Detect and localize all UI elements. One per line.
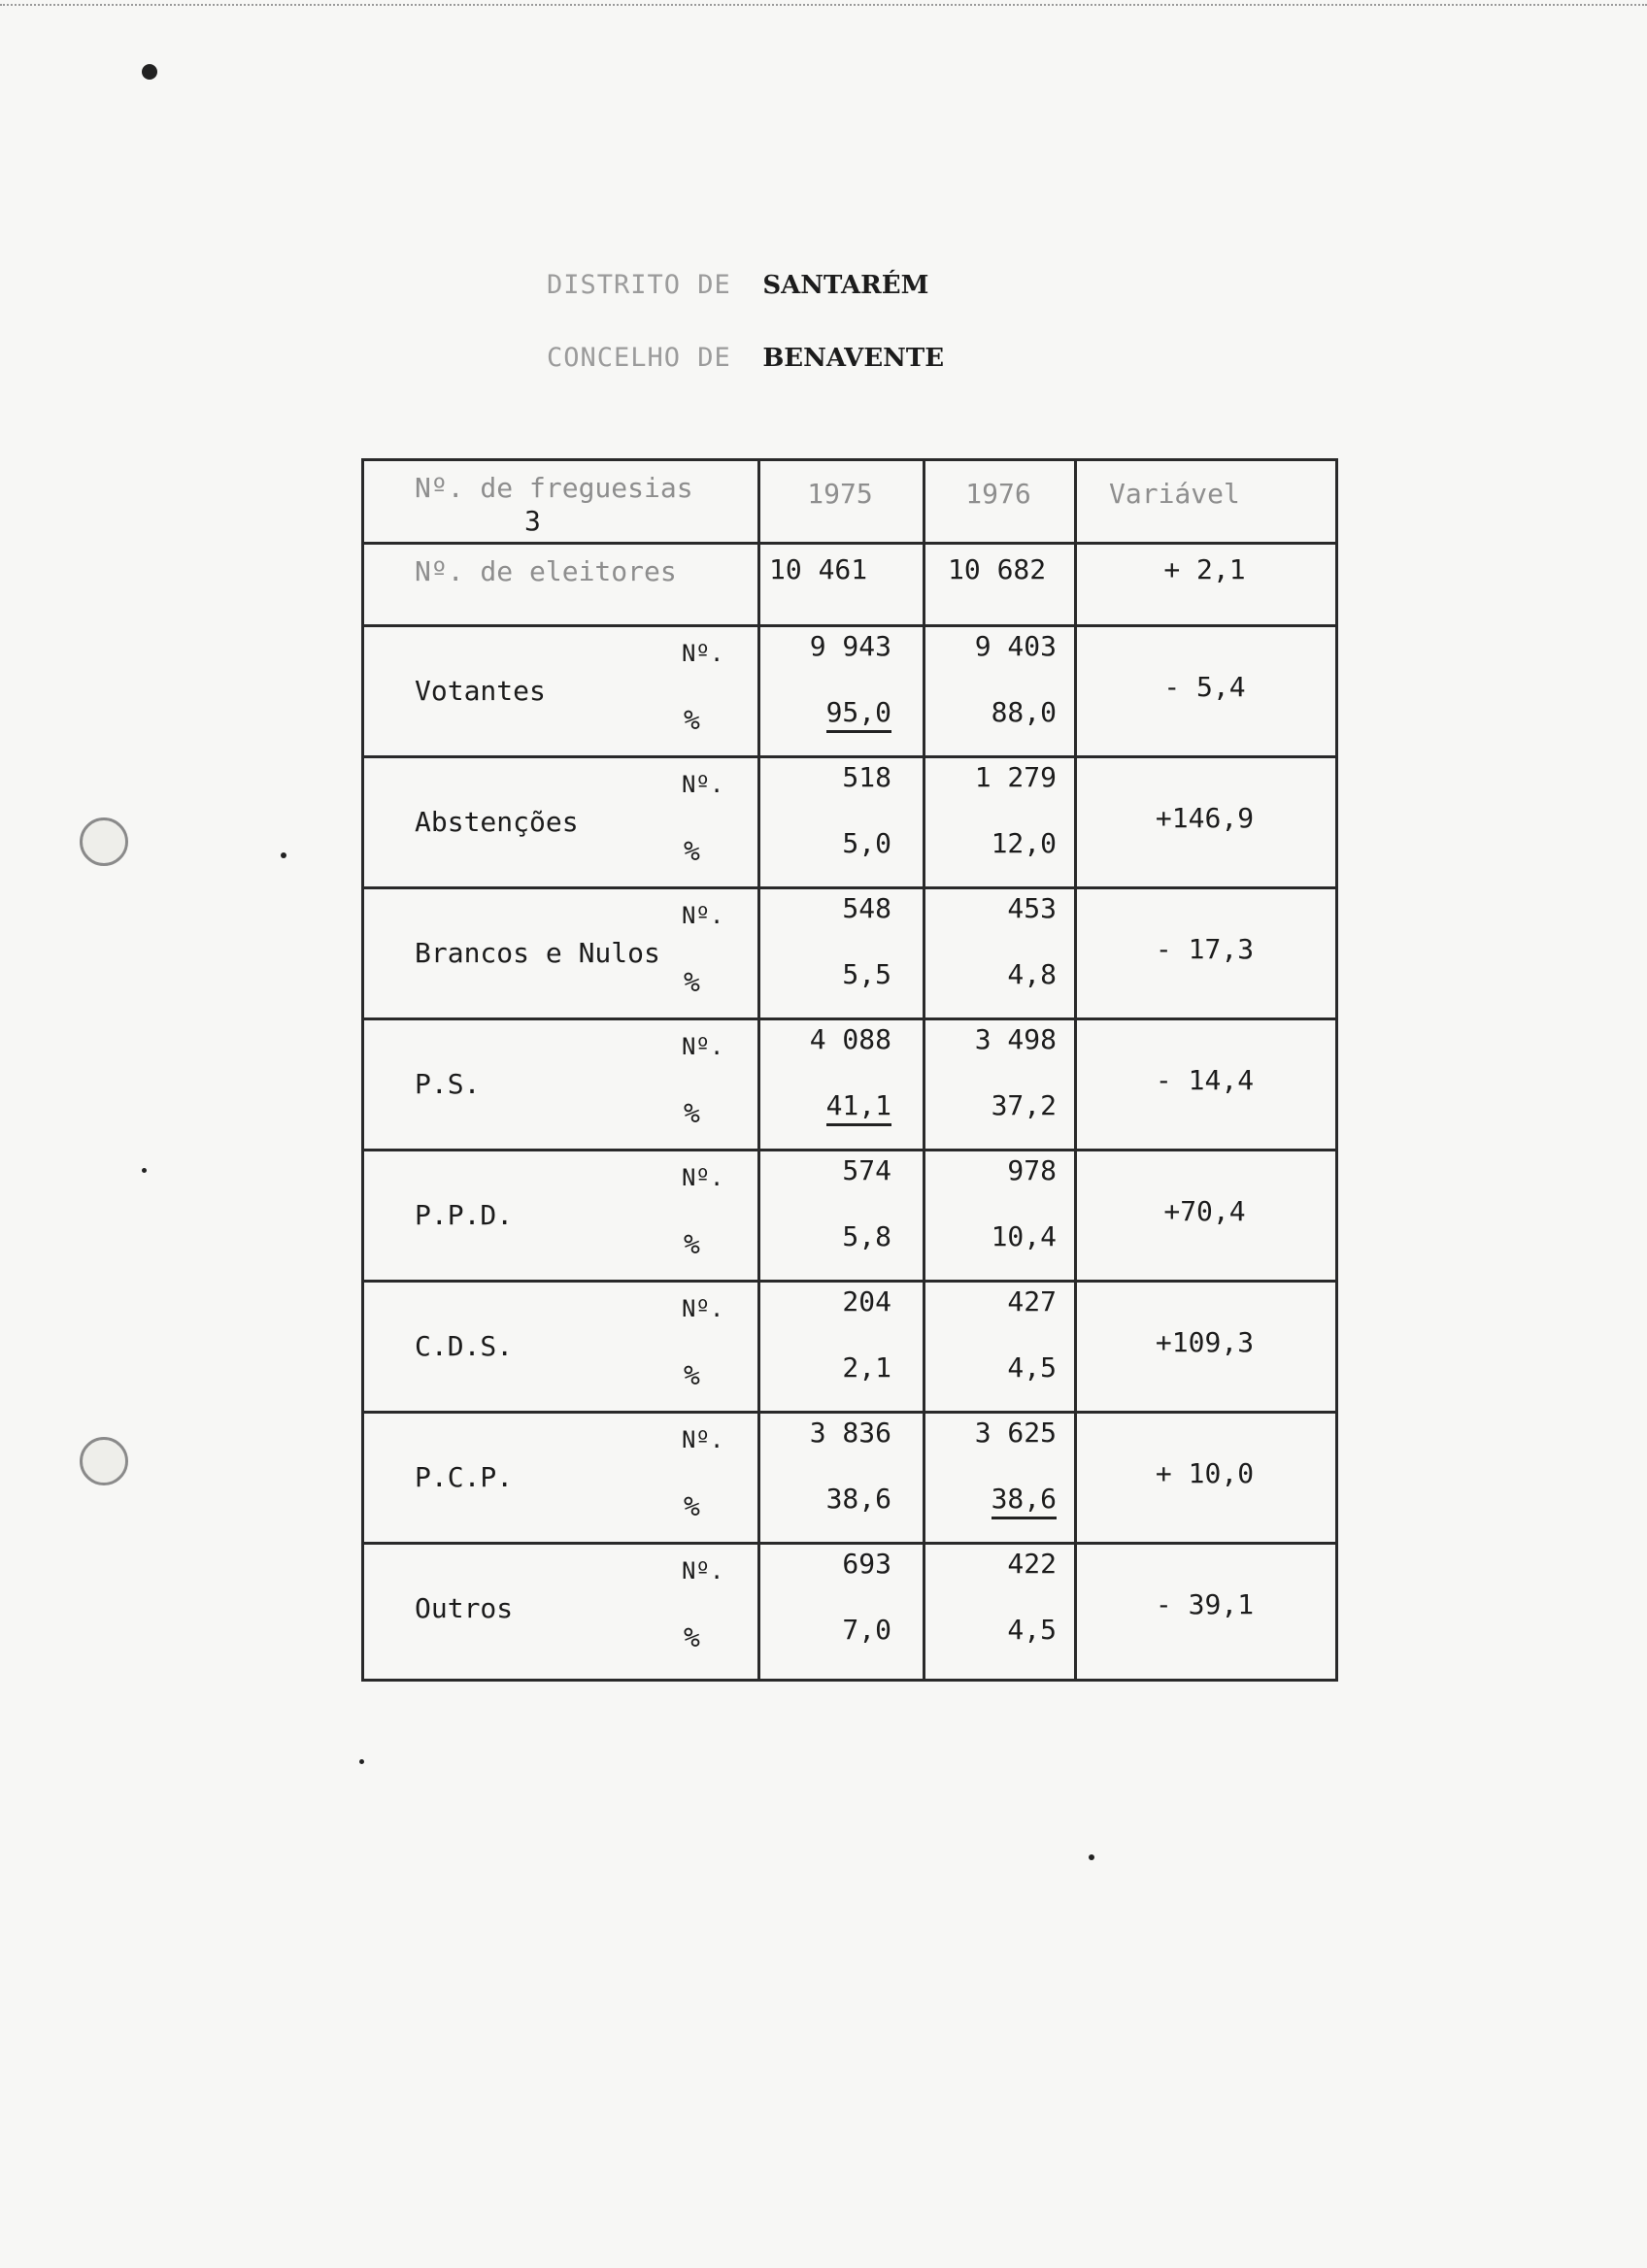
row-divider — [361, 1280, 1338, 1283]
row-divider — [361, 886, 1338, 889]
percent-1976-underlined: 38,6 — [992, 1483, 1057, 1519]
unit-percent-label: % — [684, 1621, 700, 1653]
row-divider — [361, 1149, 1338, 1151]
percent-1975: 7,0 — [842, 1614, 891, 1646]
electors-label: Nº. de eleitores — [415, 555, 677, 587]
unit-count-label: Nº. — [682, 902, 724, 929]
punch-hole — [80, 817, 128, 866]
count-1975: 693 — [842, 1548, 891, 1580]
ink-dot — [142, 1168, 147, 1173]
ink-dot — [281, 852, 286, 858]
municipality-heading — [547, 343, 944, 373]
percent-1976: 37,2 — [991, 1089, 1057, 1121]
percent-1975: 5,0 — [842, 827, 891, 859]
ink-dot — [1089, 1854, 1094, 1860]
unit-percent-label: % — [684, 966, 700, 998]
count-1975: 518 — [842, 761, 891, 793]
percent-1975 — [757, 696, 891, 728]
ink-dot — [142, 64, 157, 80]
variation-value: - 17,3 — [1155, 933, 1255, 965]
percent-1975-underlined: 95,0 — [826, 696, 891, 733]
count-1975: 574 — [842, 1154, 891, 1186]
header-year-1976: 1976 — [965, 478, 1031, 510]
percent-1975: 2,1 — [842, 1351, 891, 1384]
header-variation: Variável — [1109, 478, 1240, 510]
count-1975: 4 088 — [809, 1023, 891, 1055]
row-divider — [361, 1411, 1338, 1414]
variation-value: +109,3 — [1155, 1326, 1255, 1358]
percent-1975-underlined: 41,1 — [826, 1089, 891, 1126]
unit-count-label: Nº. — [682, 1426, 724, 1453]
unit-count-label: Nº. — [682, 771, 724, 798]
unit-count-label: Nº. — [682, 1295, 724, 1322]
count-1976: 3 625 — [974, 1417, 1057, 1449]
percent-1976: 88,0 — [991, 696, 1057, 728]
election-results-table — [361, 458, 1338, 1682]
percent-1976: 4,5 — [1007, 1614, 1057, 1646]
unit-count-label: Nº. — [682, 1033, 724, 1060]
count-1975: 3 836 — [809, 1417, 891, 1449]
municipality-name: BENAVENTE — [762, 344, 945, 373]
count-1975: 9 943 — [809, 630, 891, 662]
municipality-label: CONCELHO DE — [547, 343, 731, 373]
district-heading — [547, 270, 928, 300]
row-label: P.S. — [415, 1068, 481, 1100]
percent-1976 — [923, 1483, 1057, 1515]
unit-percent-label: % — [684, 835, 700, 867]
page-top-edge — [0, 4, 1647, 12]
percent-1976: 10,4 — [991, 1220, 1057, 1252]
variation-value: +70,4 — [1163, 1195, 1246, 1227]
electors-1976: 10 682 — [948, 553, 1047, 585]
unit-count-label: Nº. — [682, 640, 724, 667]
unit-percent-label: % — [684, 1097, 700, 1129]
header-parishes-label: Nº. de freguesias — [415, 472, 693, 504]
district-name: SANTARÉM — [762, 271, 929, 300]
variation-value: + 10,0 — [1155, 1457, 1255, 1489]
row-label: P.P.D. — [415, 1199, 514, 1231]
row-divider — [361, 1017, 1338, 1020]
count-1976: 427 — [1007, 1285, 1057, 1317]
count-1975: 548 — [842, 892, 891, 924]
count-1976: 9 403 — [974, 630, 1057, 662]
count-1976: 453 — [1007, 892, 1057, 924]
unit-count-label: Nº. — [682, 1164, 724, 1191]
percent-1975 — [757, 1089, 891, 1121]
row-label: Brancos e Nulos — [415, 937, 660, 969]
table-border-top — [361, 458, 1338, 461]
percent-1975: 38,6 — [825, 1483, 891, 1515]
unit-count-label: Nº. — [682, 1557, 724, 1584]
variation-value: +146,9 — [1155, 802, 1255, 834]
percent-1975: 5,8 — [842, 1220, 891, 1252]
row-divider — [361, 755, 1338, 758]
variation-value: - 39,1 — [1155, 1588, 1255, 1620]
count-1976: 422 — [1007, 1548, 1057, 1580]
table-border-left — [361, 458, 364, 1682]
unit-percent-label: % — [684, 1359, 700, 1391]
variation-value: - 14,4 — [1155, 1064, 1255, 1096]
header-parishes-count: 3 — [524, 505, 541, 537]
electors-variation: + 2,1 — [1163, 553, 1246, 585]
punch-hole — [80, 1437, 128, 1485]
row-label: C.D.S. — [415, 1330, 514, 1362]
row-divider — [361, 1542, 1338, 1545]
count-1976: 978 — [1007, 1154, 1057, 1186]
count-1976: 1 279 — [974, 761, 1057, 793]
table-border-bottom — [361, 1679, 1338, 1682]
percent-1976: 12,0 — [991, 827, 1057, 859]
table-border-right — [1335, 458, 1338, 1682]
unit-percent-label: % — [684, 1490, 700, 1522]
percent-1976: 4,5 — [1007, 1351, 1057, 1384]
row-label: Outros — [415, 1592, 514, 1624]
electors-1975: 10 461 — [769, 553, 868, 585]
percent-1975: 5,5 — [842, 958, 891, 990]
count-1976: 3 498 — [974, 1023, 1057, 1055]
count-1975: 204 — [842, 1285, 891, 1317]
variation-value: - 5,4 — [1163, 671, 1246, 703]
unit-percent-label: % — [684, 704, 700, 736]
row-divider — [361, 542, 1338, 545]
row-divider — [361, 624, 1338, 627]
row-label: P.C.P. — [415, 1461, 514, 1493]
header-year-1975: 1975 — [807, 478, 873, 510]
district-label: DISTRITO DE — [547, 270, 731, 300]
unit-percent-label: % — [684, 1228, 700, 1260]
ink-dot — [359, 1759, 364, 1764]
percent-1976: 4,8 — [1007, 958, 1057, 990]
row-label: Votantes — [415, 675, 546, 707]
row-label: Abstenções — [415, 806, 579, 838]
